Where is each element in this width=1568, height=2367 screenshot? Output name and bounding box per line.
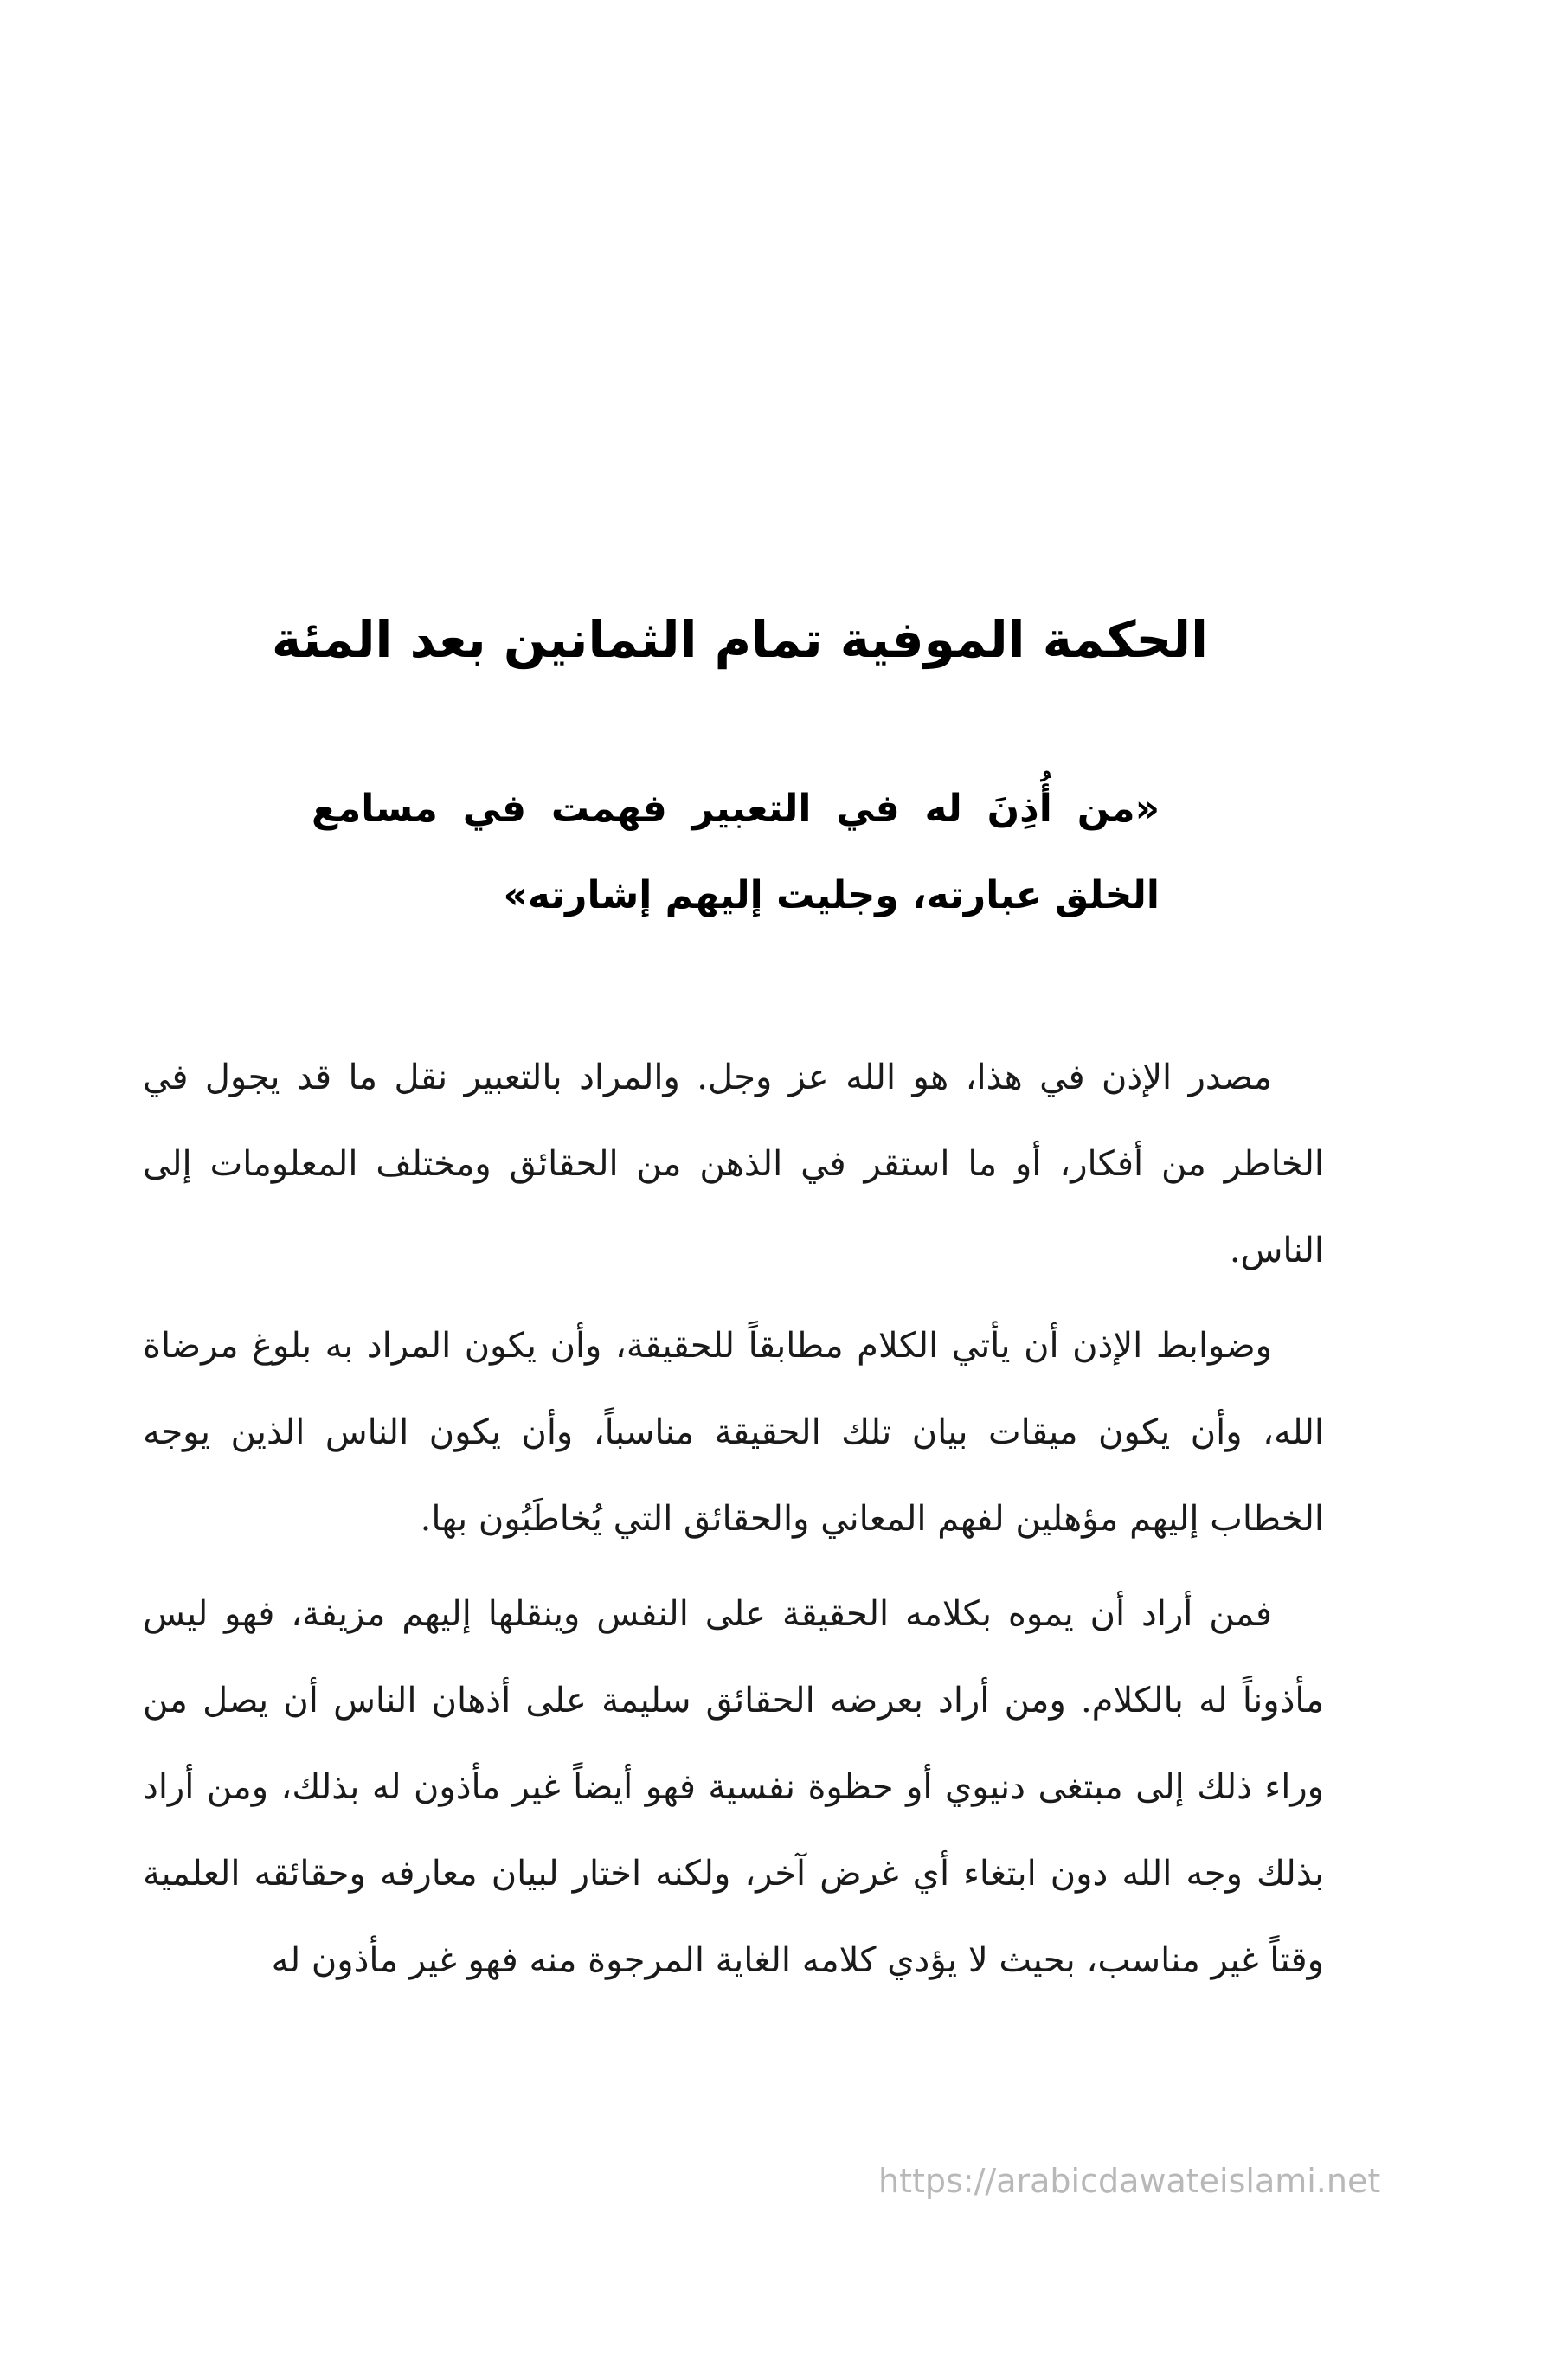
chapter-title: الحكمة الموفية تمام الثمانين بعد المئة bbox=[272, 609, 1208, 669]
quote-heading: «من أُذِنَ له في التعبير فهمت في مسامع الخلق عبارته، وجليت إليهم إشارته» bbox=[312, 787, 1160, 917]
paragraph: فمن أراد أن يموه بكلامه الحقيقة على النفس وينقلها إليهم مزيفة، فهو ليس مأذوناً له بالكلام. ومن أراد بعرضه الحقائق سليمة على أذهان الناس أن يصل من وراء ذلك إلى مبتغى دنيوي أو حظوة نفسية فهو أيضاً غير مأذون له بذلك، ومن أراد بذلك وجه الله دون ابتغاء أي غرض آخر، ولكنه اختار لبيان معارفه وحقائقه العلمية وقتاً غير مناسب، بحيث لا يؤدي كلامه الغاية المرجوة منه فهو غير مأذون له bbox=[143, 1594, 1324, 1980]
paragraph: مصدر الإذن في هذا، هو الله عز وجل. والمراد بالتعبير نقل ما قد يجول في الخاطر من أفكار، أو ما استقر في الذهن من الحقائق ومختلف المعلومات إلى الناس. bbox=[143, 1058, 1324, 1270]
watermark-url: https://arabicdawateislami.net bbox=[878, 2162, 1381, 2200]
paragraph: وضوابط الإذن أن يأتي الكلام مطابقاً للحقيقة، وأن يكون المراد به بلوغ مرضاة الله، وأن يكون ميقات بيان تلك الحقيقة مناسباً، وأن يكون الناس الذين يوجه الخطاب إليهم مؤهلين لفهم المعاني والحقائق التي يُخاطَبُون بها. bbox=[143, 1326, 1324, 1539]
body-text bbox=[143, 1034, 1324, 2012]
